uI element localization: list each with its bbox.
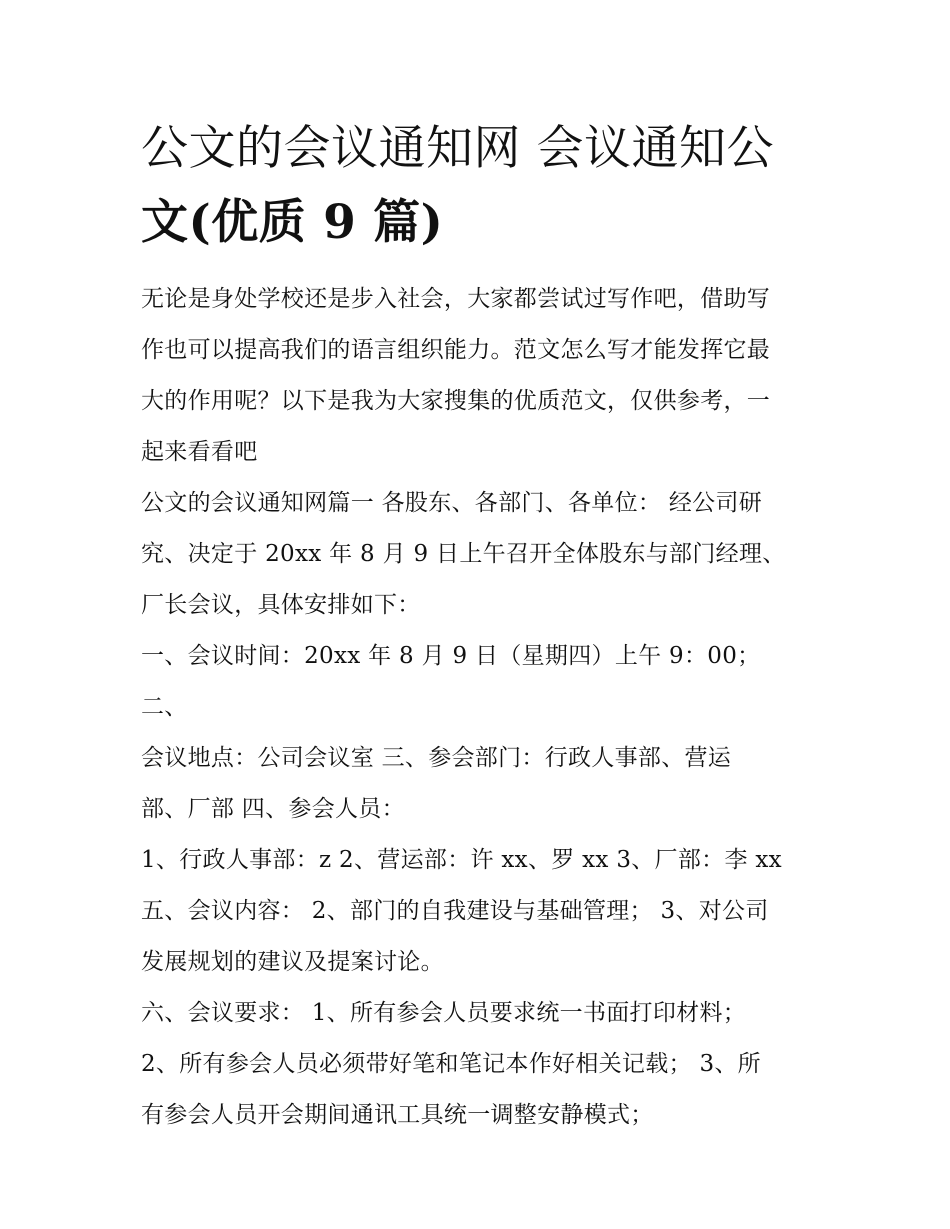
body-line: 六、会议要求： 1、所有参会人员要求统一书面打印材料； [141,1000,747,1026]
body-text [141,478,813,1141]
body-line: 发展规划的建议及提案讨论。 [141,949,444,975]
document-content [141,112,813,1141]
document-title [141,112,813,260]
body-line: 2、所有参会人员必须带好笔和笔记本作好相关记载； 3、所 [141,1051,761,1077]
body-line: 部、厂部 四、参会人员： [141,796,405,822]
body-line: 公文的会议通知网篇一 各股东、各部门、各单位： 经公司研 [141,490,763,516]
title-line: 文(优质 9 篇) [141,195,444,250]
intro-line: 作也可以提高我们的语言组织能力。范文怎么写才能发挥它最 [141,337,771,363]
body-line: 1、行政人事部：z 2、营运部：许 xx、罗 xx 3、厂部：李 xx [141,847,782,873]
intro-paragraph [141,274,813,478]
body-line: 究、决定于 20xx 年 8 月 9 日上午召开全体股东与部门经理、 [141,541,786,567]
intro-line: 起来看看吧 [141,439,258,465]
body-line: 一、会议时间：20xx 年 8 月 9 日（星期四）上午 9：00； 二、 [141,643,761,720]
title-line: 公文的会议通知网 会议通知公 [141,121,774,176]
intro-line: 大的作用呢？以下是我为大家搜集的优质范文，仅供参考，一 [141,388,771,414]
body-line: 有参会人员开会期间通讯工具统一调整安静模式； [141,1102,654,1128]
body-line: 五、会议内容： 2、部门的自我建设与基础管理； 3、对公司 [141,898,769,924]
body-line: 会议地点：公司会议室 三、参会部门：行政人事部、营运 [141,745,732,771]
intro-line: 无论是身处学校还是步入社会，大家都尝试过写作吧，借助写 [141,286,771,312]
body-line: 厂长会议，具体安排如下： [141,592,421,618]
